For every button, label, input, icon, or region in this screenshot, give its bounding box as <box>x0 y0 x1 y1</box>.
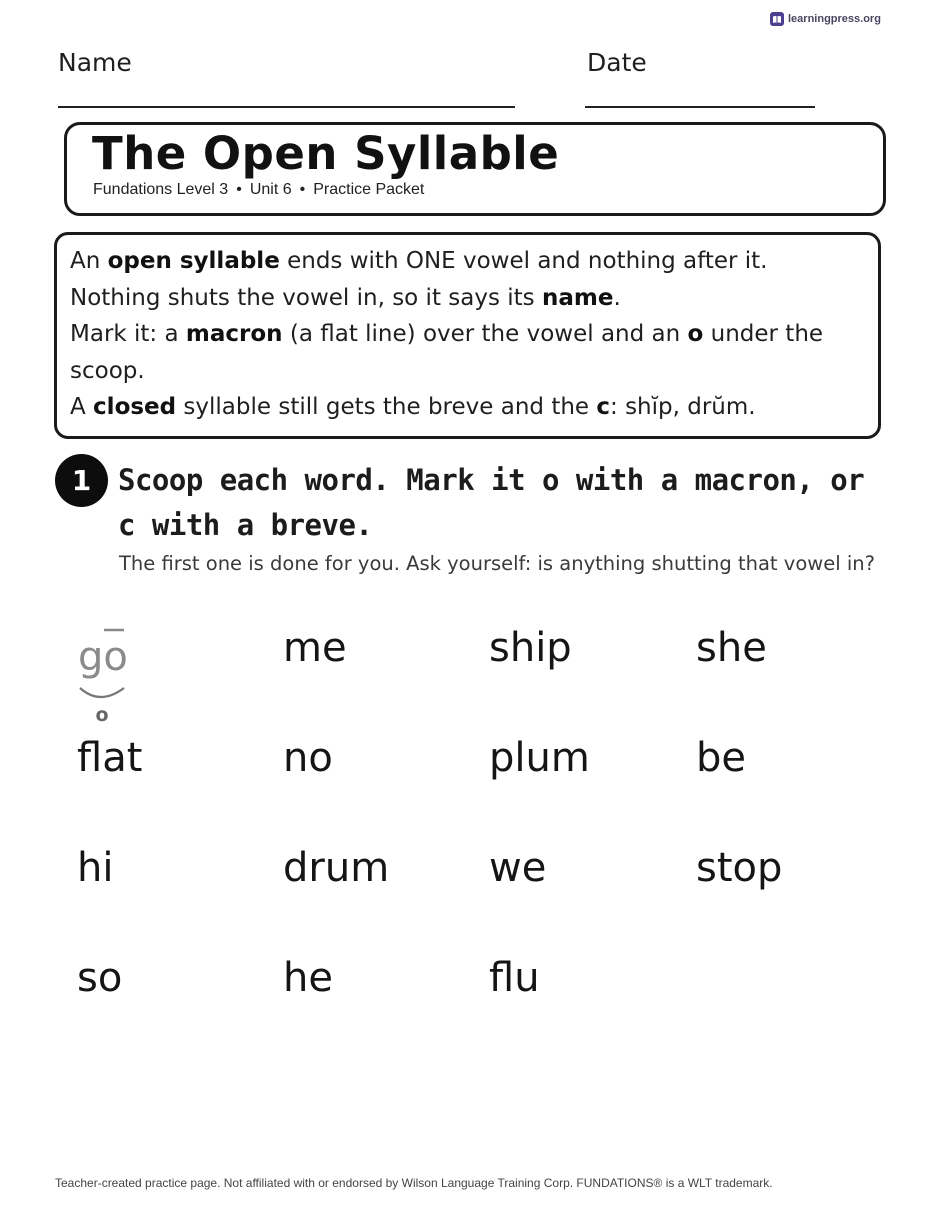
word-cell[interactable]: ship <box>489 625 572 671</box>
page-subtitle: Fundations Level 3 • Unit 6 • Practice Packet <box>93 181 425 198</box>
rule-line-1: An open syllable ends with ONE vowel and nothing after it. <box>70 248 768 274</box>
step-number-badge: 1 <box>55 454 108 507</box>
date-line <box>585 106 815 108</box>
brand-text: learningpress.org <box>788 13 881 25</box>
word-cell[interactable]: flu <box>489 955 540 1001</box>
footer-disclaimer: Teacher-created practice page. Not affiliated with or endorsed by Wilson Language Training Corp. FUNDATIONS® is a WLT trademark. <box>55 1176 773 1190</box>
open-syllable-mark: o <box>95 704 109 724</box>
word-cell[interactable]: we <box>489 845 547 891</box>
word-cell[interactable]: drum <box>283 845 390 891</box>
word-cell[interactable]: hi <box>77 845 114 891</box>
word-cell[interactable]: flat <box>77 735 143 781</box>
rule-box <box>54 232 881 439</box>
rule-line-4: A closed syllable still gets the breve and the c: shĭp, drŭm. <box>70 394 756 420</box>
rule-line-2: Nothing shuts the vowel in, so it says its name. <box>70 284 621 311</box>
word-cell[interactable]: me <box>283 625 347 671</box>
subtitle-packet: Practice Packet <box>313 181 425 198</box>
page-title: The Open Syllable <box>92 127 560 180</box>
step-instructions: The first one is done for you. Ask yourself: is anything shutting that vowel in? <box>119 552 875 575</box>
scoop-mark <box>80 688 124 697</box>
name-line <box>58 106 515 108</box>
book-icon <box>770 12 784 26</box>
word-cell[interactable]: no <box>283 735 333 781</box>
date-label: Date <box>587 48 647 77</box>
example-word: go <box>78 634 128 680</box>
word-cell[interactable]: so <box>77 955 123 1001</box>
subtitle-level: Fundations Level 3 <box>93 181 229 198</box>
word-cell[interactable]: she <box>696 625 767 671</box>
word-cell[interactable]: be <box>696 735 746 781</box>
brand-link[interactable] <box>770 12 881 26</box>
word-cell[interactable]: plum <box>489 735 590 781</box>
example-marks <box>74 624 130 724</box>
name-label: Name <box>58 48 132 77</box>
word-cell[interactable]: stop <box>696 845 783 891</box>
subtitle-unit: Unit 6 <box>249 181 292 198</box>
step-heading: Scoop each word. Mark it o with a macron, or c with a breve. <box>118 463 865 542</box>
word-cell[interactable]: he <box>283 955 333 1001</box>
rule-line-3: Mark it: a macron (a flat line) over the vowel and an o under the scoop. <box>70 321 824 384</box>
